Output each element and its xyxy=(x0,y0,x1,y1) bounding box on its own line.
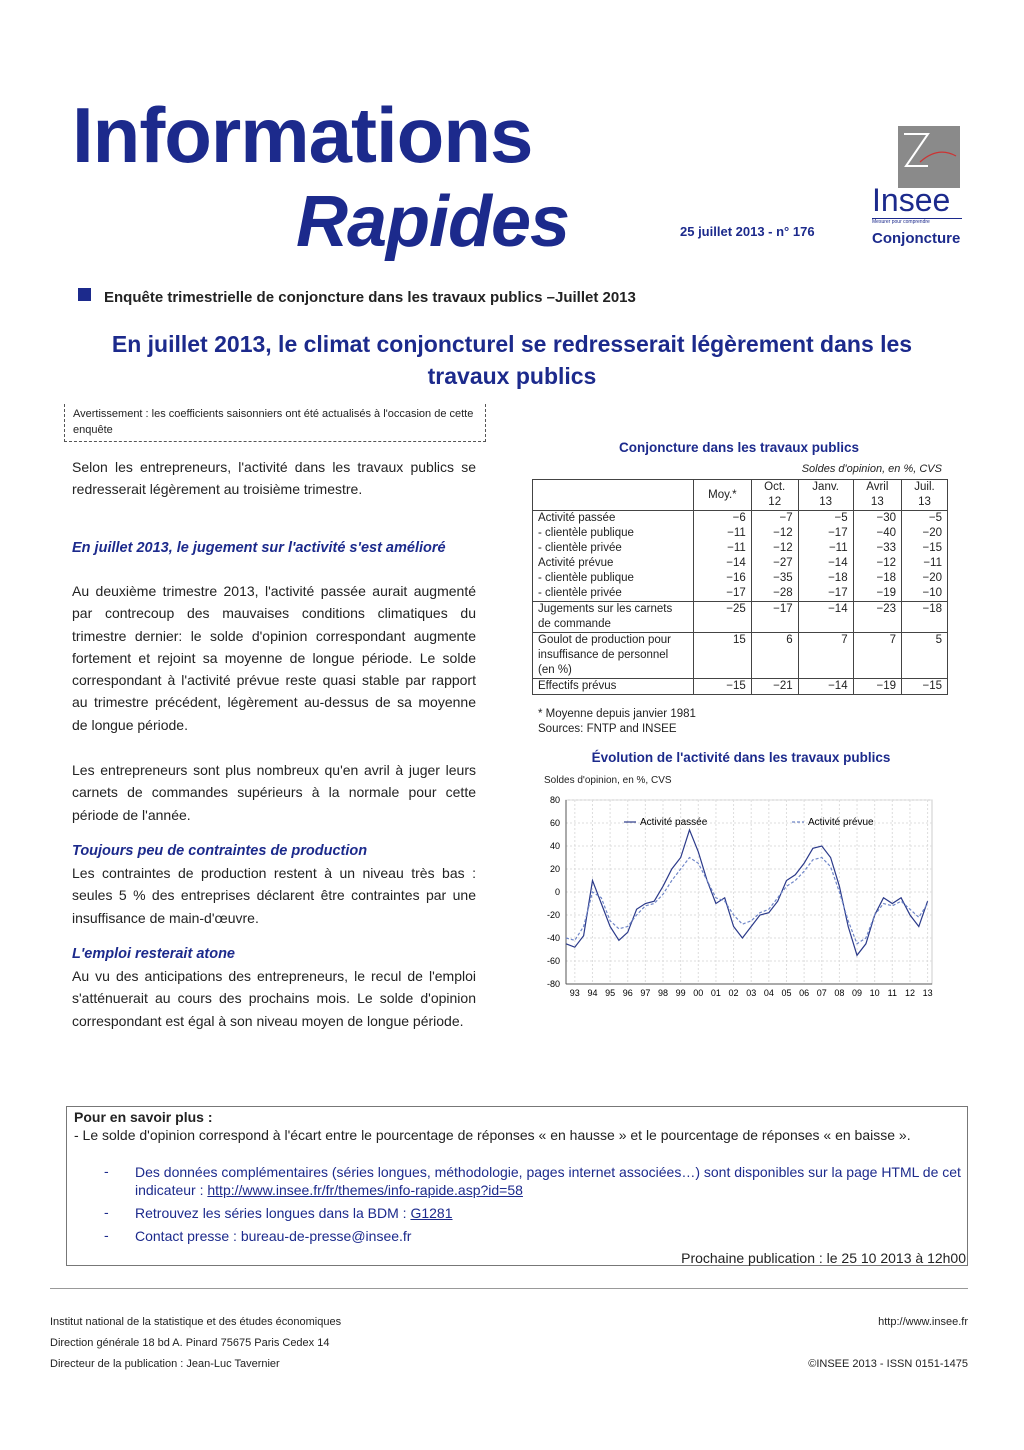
table-cell: −17 xyxy=(751,602,798,633)
section-3-paragraph: Au vu des anticipations des entrepreneurs, le recul de l'emploi s'atténuerait au cours des prochains mois. Le solde d'opinion correspondant est égal à son niveau moyen de longue période. xyxy=(72,968,476,1029)
table-cell: −5 xyxy=(902,511,948,527)
plot-area xyxy=(566,800,932,984)
legend-label: Activité passée xyxy=(640,817,708,828)
masthead-title-line1: Informations xyxy=(72,91,533,179)
x-tick-label: 07 xyxy=(816,988,827,998)
x-tick-label: 93 xyxy=(569,988,580,998)
table-cell: 6 xyxy=(751,633,798,679)
chart-ylabel: Soldes d'opinion, en %, CVS xyxy=(544,775,672,786)
table-cell: −19 xyxy=(853,679,901,695)
section-1-title: En juillet 2013, le jugement sur l'activité s'est amélioré xyxy=(72,540,446,556)
table-cell: −12 xyxy=(751,526,798,541)
row-label: Goulot de production pour insuffisance de personnel (en %) xyxy=(533,633,694,679)
table-cell: −11 xyxy=(798,541,853,556)
x-tick-label: 04 xyxy=(763,988,774,998)
table-cell: −19 xyxy=(853,586,901,602)
x-tick-label: 97 xyxy=(640,988,651,998)
y-tick-label: 40 xyxy=(549,841,560,851)
x-tick-label: 96 xyxy=(622,988,633,998)
footer-copyright: ©INSEE 2013 - ISSN 0151-1475 xyxy=(808,1358,968,1370)
table-cell: −40 xyxy=(853,526,901,541)
section-1-paragraph-2: Les entrepreneurs sont plus nombreux qu'en avril à juger leurs carnets de commandes supérieurs à la normale pour cette période de l'année. xyxy=(72,762,476,823)
table-cell: −23 xyxy=(853,602,901,633)
info-box-definition: - Le solde d'opinion correspond à l'écart entre le pourcentage de réponses « en hausse » et le pourcentage de réponses « en baisse ». xyxy=(74,1127,911,1143)
x-tick-label: 03 xyxy=(746,988,757,998)
footer-director: Directeur de la publication : Jean-Luc Tavernier xyxy=(50,1358,280,1370)
table-cell: −35 xyxy=(751,571,798,586)
insee-logo-icon xyxy=(898,126,960,188)
table-row xyxy=(533,586,948,602)
row-label: - clientèle privée xyxy=(533,586,694,602)
x-tick-label: 98 xyxy=(658,988,669,998)
legend-label: Activité prévue xyxy=(808,817,874,828)
x-tick-label: 94 xyxy=(587,988,598,998)
next-publication: Prochaine publication : le 25 10 2013 à 12h00 xyxy=(681,1250,966,1266)
info-box-heading: Pour en savoir plus : xyxy=(74,1109,213,1125)
row-label: - clientèle publique xyxy=(533,571,694,586)
table-cell: −20 xyxy=(902,526,948,541)
y-tick-label: -60 xyxy=(546,956,560,966)
info-item-data xyxy=(135,1163,963,1199)
survey-title: Enquête trimestrielle de conjoncture dans les travaux publics –Juillet 2013 xyxy=(104,289,636,306)
table-header-cell: Janv. 13 xyxy=(798,480,853,511)
press-contact: Contact presse : bureau-de-presse@insee.fr xyxy=(135,1228,412,1244)
x-tick-label: 09 xyxy=(852,988,863,998)
table-note-sources: Sources: FNTP and INSEE xyxy=(538,723,677,735)
footer-address: Direction générale 18 bd A. Pinard 75675 Paris Cedex 14 xyxy=(50,1337,330,1349)
table-cell: −15 xyxy=(902,679,948,695)
y-tick-label: 60 xyxy=(549,818,560,828)
row-label: Jugements sur les carnets de commande xyxy=(533,602,694,633)
section-2-paragraph: Les contraintes de production restent à un niveau très bas : seules 5 % des entreprises déclarent être contraintes par une insuffisance de main-d'œuvre. xyxy=(72,865,476,926)
table-cell: −18 xyxy=(853,571,901,586)
table-cell: 15 xyxy=(694,633,752,679)
row-label: - clientèle privée xyxy=(533,541,694,556)
x-tick-label: 12 xyxy=(904,988,915,998)
table-cell: −11 xyxy=(694,526,752,541)
table-cell: −14 xyxy=(798,602,853,633)
table-row xyxy=(533,571,948,586)
y-tick-label: 0 xyxy=(554,887,560,897)
table-cell: −28 xyxy=(751,586,798,602)
bullet-dash: - xyxy=(104,1204,109,1220)
masthead-title-line2: Rapides xyxy=(296,182,570,262)
table-cell: −11 xyxy=(902,556,948,571)
logo-tagline: Mesurer pour comprendre xyxy=(872,218,962,225)
table-cell: −12 xyxy=(853,556,901,571)
logo-name: Insee xyxy=(872,182,951,218)
table-cell: −18 xyxy=(902,602,948,633)
table-cell: −6 xyxy=(694,511,752,527)
table-header-cell: Moy.* xyxy=(694,480,752,511)
x-tick-label: 08 xyxy=(834,988,845,998)
table-note-average: * Moyenne depuis janvier 1981 xyxy=(538,708,696,720)
indicator-page-link[interactable]: http://www.insee.fr/fr/themes/info-rapide.asp?id=58 xyxy=(207,1182,523,1198)
table-row xyxy=(533,511,948,527)
table-cell: −33 xyxy=(853,541,901,556)
table-row xyxy=(533,679,948,695)
row-label: Effectifs prévus xyxy=(533,679,694,695)
table-cell: 5 xyxy=(902,633,948,679)
table-cell: −15 xyxy=(902,541,948,556)
x-tick-label: 02 xyxy=(728,988,739,998)
table-header-row xyxy=(533,480,948,511)
table-header-cell: Oct. 12 xyxy=(751,480,798,511)
bdm-series-link[interactable]: G1281 xyxy=(410,1205,453,1221)
info-item-bdm-text: Retrouvez les séries longues dans la BDM : xyxy=(135,1205,411,1221)
y-tick-label: 80 xyxy=(549,795,560,805)
footer-divider xyxy=(50,1288,968,1289)
x-tick-label: 06 xyxy=(799,988,810,998)
table-cell: −17 xyxy=(798,586,853,602)
table-row xyxy=(533,541,948,556)
section-1-paragraph-1: Au deuxième trimestre 2013, l'activité passée aurait augmenté par contrecoup des mauvaises conditions climatiques du trimestre dernier: le solde d'opinion correspondant augmente fortement et rejoint sa moyenne de longue période. Le solde correspondant à l'activité prévue reste quasi stable par rapport au trimestre précédent, légèrement au-dessus de sa moyenne de longue période. xyxy=(72,583,476,733)
logo-section: Conjoncture xyxy=(872,230,961,247)
x-tick-label: 05 xyxy=(781,988,792,998)
table-cell: −17 xyxy=(798,526,853,541)
table-cell: −7 xyxy=(751,511,798,527)
x-tick-label: 99 xyxy=(675,988,686,998)
square-bullet-icon xyxy=(78,288,91,301)
x-tick-label: 01 xyxy=(710,988,721,998)
table-cell: −16 xyxy=(694,571,752,586)
table-cell: −10 xyxy=(902,586,948,602)
info-item-bdm xyxy=(135,1204,963,1222)
info-item-data-text: Des données complémentaires (séries longues, méthodologie, pages internet associées…) sont disponibles sur la page HTML de cet indicateur : xyxy=(135,1164,961,1198)
table-row xyxy=(533,526,948,541)
table-cell: −15 xyxy=(694,679,752,695)
section-3-title: L'emploi resterait atone xyxy=(72,946,235,962)
table-title: Conjoncture dans les travaux publics xyxy=(618,440,860,455)
table-cell: −18 xyxy=(798,571,853,586)
table-cell: 7 xyxy=(798,633,853,679)
y-tick-label: -80 xyxy=(546,979,560,989)
table-cell: 7 xyxy=(853,633,901,679)
y-tick-label: 20 xyxy=(549,864,560,874)
table-cell: −12 xyxy=(751,541,798,556)
table-unit: Soldes d'opinion, en %, CVS xyxy=(801,463,942,475)
table-cell: −25 xyxy=(694,602,752,633)
table-header-cell: Avril 13 xyxy=(853,480,901,511)
table-cell: −27 xyxy=(751,556,798,571)
chart-title: Évolution de l'activité dans les travaux publics xyxy=(591,750,891,765)
table-header-blank xyxy=(533,480,694,511)
conjoncture-table xyxy=(532,479,948,695)
table-cell: −17 xyxy=(694,586,752,602)
table-row xyxy=(533,602,948,633)
table-row xyxy=(533,556,948,571)
table-cell: −14 xyxy=(694,556,752,571)
footer-website-link[interactable]: http://www.insee.fr xyxy=(878,1316,968,1328)
x-tick-label: 95 xyxy=(605,988,616,998)
table-cell: −5 xyxy=(798,511,853,527)
table-cell: −21 xyxy=(751,679,798,695)
row-label: - clientèle publique xyxy=(533,526,694,541)
table-cell: −14 xyxy=(798,556,853,571)
x-tick-label: 13 xyxy=(922,988,933,998)
table-row xyxy=(533,633,948,679)
bullet-dash: - xyxy=(104,1227,109,1243)
issue-dateline: 25 juillet 2013 - n° 176 xyxy=(680,224,815,239)
bullet-dash: - xyxy=(104,1163,109,1179)
row-label: Activité prévue xyxy=(533,556,694,571)
y-tick-label: -40 xyxy=(546,933,560,943)
intro-paragraph: Selon les entrepreneurs, l'activité dans les travaux publics se redresserait légèrement au troisième trimestre. xyxy=(72,459,476,498)
table-cell: −30 xyxy=(853,511,901,527)
table-cell: −14 xyxy=(798,679,853,695)
warning-note: Avertissement : les coefficients saisonniers ont été actualisés à l'occasion de cette enquête xyxy=(64,404,486,442)
table-header-cell: Juil. 13 xyxy=(902,480,948,511)
row-label: Activité passée xyxy=(533,511,694,527)
y-tick-label: -20 xyxy=(546,910,560,920)
footer-institute: Institut national de la statistique et des études économiques xyxy=(50,1316,342,1328)
section-2-title: Toujours peu de contraintes de production xyxy=(72,843,368,859)
x-tick-label: 00 xyxy=(693,988,704,998)
x-tick-label: 11 xyxy=(887,988,897,998)
activity-line-chart xyxy=(534,790,944,1010)
headline: En juillet 2013, le climat conjoncturel se redresserait légèrement dans les travaux publics xyxy=(111,331,913,389)
table-cell: −20 xyxy=(902,571,948,586)
x-tick-label: 10 xyxy=(869,988,880,998)
table-cell: −11 xyxy=(694,541,752,556)
